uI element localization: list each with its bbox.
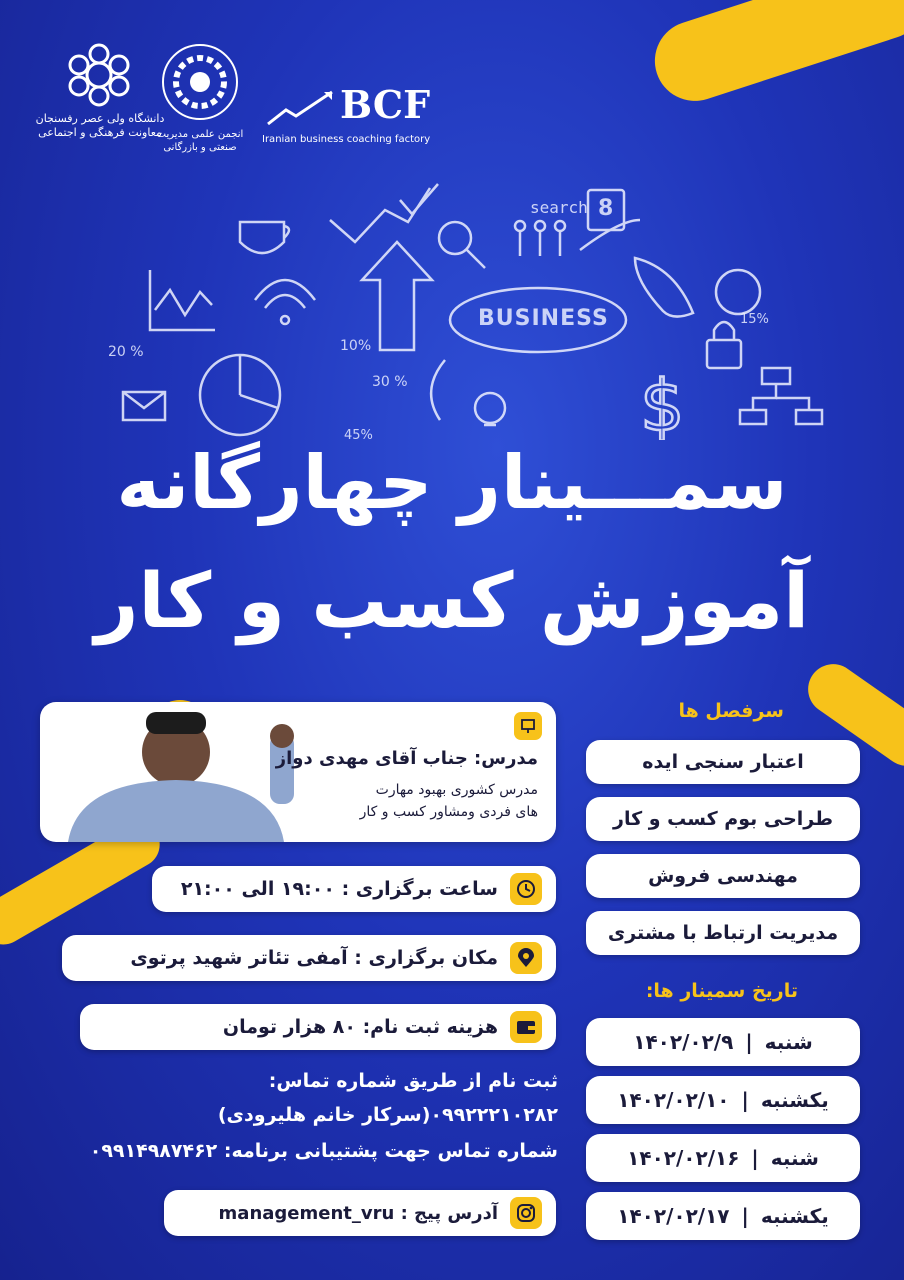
instagram-text: آدرس پیج : management_vru — [218, 1202, 498, 1224]
wallet-icon — [510, 1011, 542, 1043]
date-value: ۱۴۰۲/۰۲/۱۷ — [617, 1204, 730, 1228]
date-day: شنبه — [764, 1030, 813, 1054]
presentation-icon — [514, 712, 542, 740]
topics-heading: سرفصل ها — [678, 700, 784, 722]
date-day: شنبه — [770, 1146, 819, 1170]
topic-item-1: اعتبار سنجی ایده — [586, 740, 860, 784]
bcf-caption: Iranian business coaching factory — [262, 134, 431, 145]
gear-emblem-icon — [160, 42, 240, 122]
date-separator: | — [741, 1204, 749, 1228]
location-icon — [510, 942, 542, 974]
date-separator: | — [745, 1030, 753, 1054]
topic-item-4: مدیریت ارتباط با مشتری — [586, 911, 860, 955]
association-logo — [160, 42, 240, 122]
sketch-pct-20: 20 % — [108, 344, 144, 360]
time-row — [152, 866, 556, 912]
place-row — [62, 935, 556, 981]
university-emblem-icon — [54, 40, 144, 110]
date-value: ۱۴۰۲/۰۲/۱۰ — [617, 1088, 730, 1112]
clock-icon — [510, 873, 542, 905]
university-logo — [54, 40, 144, 110]
svg-text:$: $ — [640, 365, 685, 440]
date-day: یکشنبه — [760, 1204, 829, 1228]
sketch-pct-30: 30 % — [372, 374, 408, 390]
date-value: ۱۴۰۲/۰۲/۹ — [633, 1030, 734, 1054]
association-caption: انجمن علمی مدیریت صنعتی و بازرگانی — [156, 129, 244, 153]
place-text: مکان برگزاری : آمفی تئاتر شهید پرتوی — [130, 947, 498, 969]
sketch-pct-10: 10% — [340, 338, 372, 354]
yellow-blob-top-right — [644, 0, 904, 111]
sketch-pct-45: 45% — [344, 428, 373, 443]
sketch-pct-15: 15% — [740, 312, 769, 327]
fee-text: هزینه ثبت نام: ۸۰ هزار تومان — [222, 1016, 498, 1038]
title-line-1: سمـــینار چهارگانه — [116, 440, 788, 526]
instagram-row[interactable] — [164, 1190, 556, 1236]
title-line-2: آموزش کسب و کار — [94, 556, 810, 645]
sketch-search-label: search — [530, 198, 588, 217]
business-sketch-illustration — [0, 180, 904, 440]
topic-item-2: طراحی بوم کسب و کار — [586, 797, 860, 841]
instructor-name: مدرس: جناب آقای مهدی دواز — [275, 748, 538, 769]
university-caption: دانشگاه ولی عصر رفسنجان معاونت فرهنگی و اجتماعی — [35, 112, 165, 140]
registration-line-3: شماره تماس جهت پشتیبانی برنامه: ۰۹۹۱۴۹۸۷۴۶۲ — [89, 1140, 558, 1162]
dates-heading: تاریخ سمینار ها: — [645, 980, 798, 1002]
registration-line-2: ۰۹۹۲۲۲۱۰۲۸۲(سرکار خانم هلیرودی) — [217, 1104, 558, 1126]
date-item-3 — [586, 1134, 860, 1182]
date-day: یکشنبه — [760, 1088, 829, 1112]
instructor-card — [40, 702, 556, 842]
sketch-calendar-day: 8 — [598, 196, 614, 221]
fee-row — [80, 1004, 556, 1050]
date-item-1 — [586, 1018, 860, 1066]
date-item-2 — [586, 1076, 860, 1124]
instructor-photo — [58, 702, 318, 842]
instructor-desc-2: های فردی ومشاور کسب و کار — [359, 804, 538, 820]
bcf-logo — [262, 82, 431, 152]
growth-arrow-icon — [266, 88, 346, 128]
date-item-4 — [586, 1192, 860, 1240]
instructor-avatar-icon — [58, 702, 318, 842]
registration-line-1: ثبت نام از طریق شماره تماس: — [268, 1070, 558, 1092]
date-value: ۱۴۰۲/۰۲/۱۶ — [627, 1146, 740, 1170]
bcf-mark: BCF — [340, 82, 431, 127]
date-separator: | — [751, 1146, 759, 1170]
instagram-icon — [510, 1197, 542, 1229]
sketch-business-label: BUSINESS — [478, 306, 609, 331]
instructor-desc-1: مدرس کشوری بهبود مهارت — [375, 782, 538, 798]
topic-item-3: مهندسی فروش — [586, 854, 860, 898]
date-separator: | — [741, 1088, 749, 1112]
time-text: ساعت برگزاری : ۱۹:۰۰ الی ۲۱:۰۰ — [180, 878, 498, 900]
